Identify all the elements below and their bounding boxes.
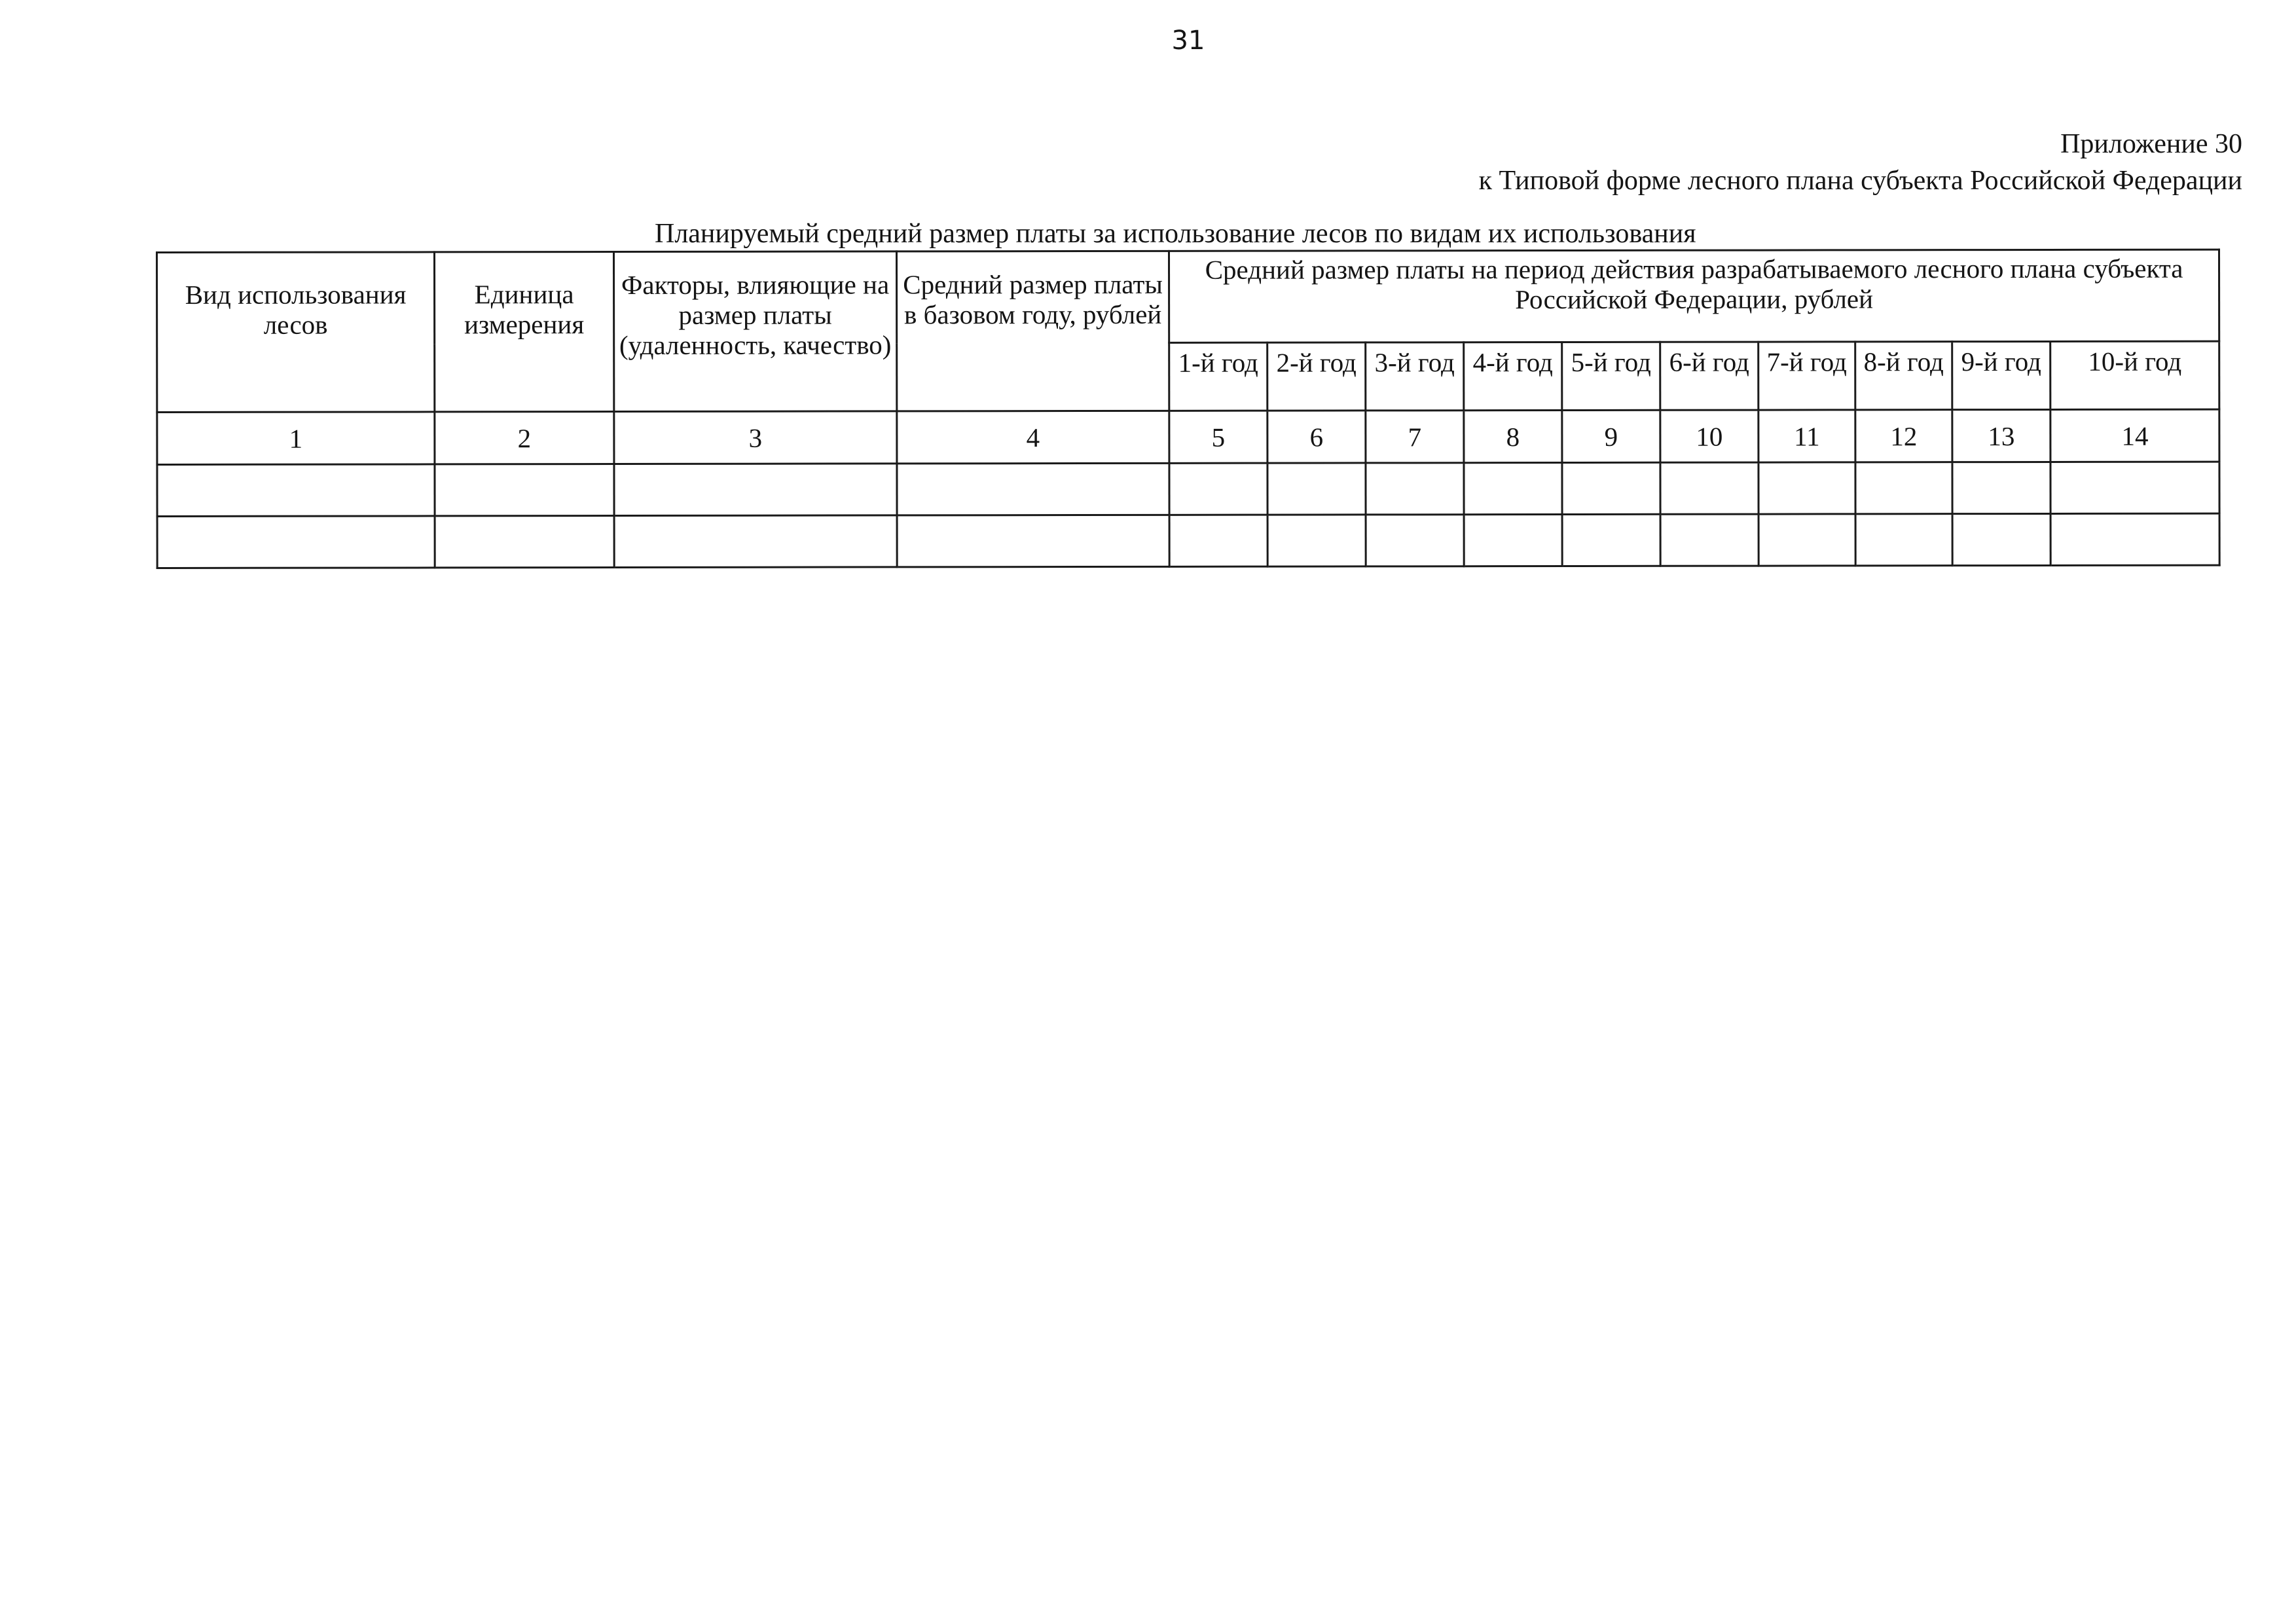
- page-number: 31: [1171, 26, 1205, 56]
- table-cell: [1464, 515, 1562, 566]
- column-number-6: 6: [1267, 411, 1366, 463]
- year-header-9: 9-й год: [1952, 341, 2050, 409]
- year-header-6: 6-й год: [1660, 342, 1758, 410]
- payment-table: [156, 249, 2221, 569]
- column-number-11: 11: [1758, 410, 1855, 462]
- year-header-8: 8-й год: [1855, 342, 1952, 410]
- column-number-2: 2: [435, 412, 614, 464]
- table-cell: [1660, 462, 1758, 514]
- table-cell: [1267, 515, 1366, 566]
- table-cell: [157, 516, 435, 568]
- table-cell: [2050, 513, 2219, 565]
- year-header-7: 7-й год: [1758, 342, 1855, 410]
- appendix-number: Приложение 30: [2060, 129, 2242, 159]
- table-cell: [614, 515, 897, 568]
- column-number-3: 3: [614, 411, 897, 464]
- table-cell: [1758, 462, 1855, 514]
- header-unit: Единица измерения: [435, 252, 614, 412]
- table-cell: [1366, 463, 1464, 515]
- table-cell: [1562, 462, 1660, 514]
- year-header-3: 3-й год: [1366, 342, 1464, 411]
- table-cell: [1464, 463, 1562, 515]
- appendix-reference: [1479, 126, 2242, 199]
- table-cell: [1758, 514, 1855, 566]
- table-cell: [435, 464, 614, 516]
- column-number-8: 8: [1464, 411, 1562, 463]
- table-cell: [157, 464, 435, 517]
- table-cell: [1952, 462, 2050, 513]
- table-cell: [1855, 462, 1952, 514]
- table-cell: [2050, 462, 2219, 513]
- column-number-1: 1: [157, 412, 435, 465]
- header-plan-period-payment: Средний размер платы на период действия разрабатываемого лесного плана субъекта Российской Федерации, рублей: [1169, 249, 2219, 342]
- table-cell: [1267, 463, 1366, 515]
- table-cell: [435, 516, 614, 568]
- header-usage-type: Вид использования лесов: [157, 252, 435, 413]
- table-cell: [897, 463, 1169, 515]
- table-title: Планируемый средний размер платы за использование лесов по видам их использования: [655, 219, 1696, 249]
- table-cell: [1366, 515, 1464, 566]
- column-number-14: 14: [2050, 409, 2219, 462]
- column-number-13: 13: [1952, 409, 2050, 462]
- column-number-10: 10: [1660, 410, 1758, 462]
- column-number-9: 9: [1562, 410, 1660, 462]
- year-header-10: 10-й год: [2050, 341, 2219, 409]
- table-cell: [1660, 514, 1758, 566]
- appendix-form-reference: к Типовой форме лесного плана субъекта Российской Федерации: [1478, 166, 2242, 196]
- column-number-5: 5: [1169, 411, 1267, 463]
- table-cell: [1169, 515, 1267, 566]
- year-header-1: 1-й год: [1169, 342, 1267, 411]
- header-factors: Факторы, влияющие на размер платы (удаленность, качество): [614, 251, 897, 412]
- year-header-4: 4-й год: [1464, 342, 1562, 411]
- table-cell: [614, 464, 897, 516]
- table-row: [157, 462, 2219, 516]
- column-number-12: 12: [1855, 410, 1952, 462]
- table-cell: [897, 515, 1169, 567]
- column-number-7: 7: [1366, 411, 1464, 463]
- column-number-4: 4: [897, 411, 1169, 464]
- table-cell: [1562, 514, 1660, 566]
- header-base-year-payment: Средний размер платы в базовом году, рублей: [897, 251, 1169, 411]
- table-row: [157, 513, 2219, 568]
- table-cell: [1952, 513, 2050, 565]
- table-cell: [1855, 514, 1952, 566]
- column-numbers-row: [157, 409, 2219, 464]
- year-header-5: 5-й год: [1562, 342, 1660, 410]
- year-header-2: 2-й год: [1267, 342, 1366, 411]
- table-cell: [1169, 463, 1267, 515]
